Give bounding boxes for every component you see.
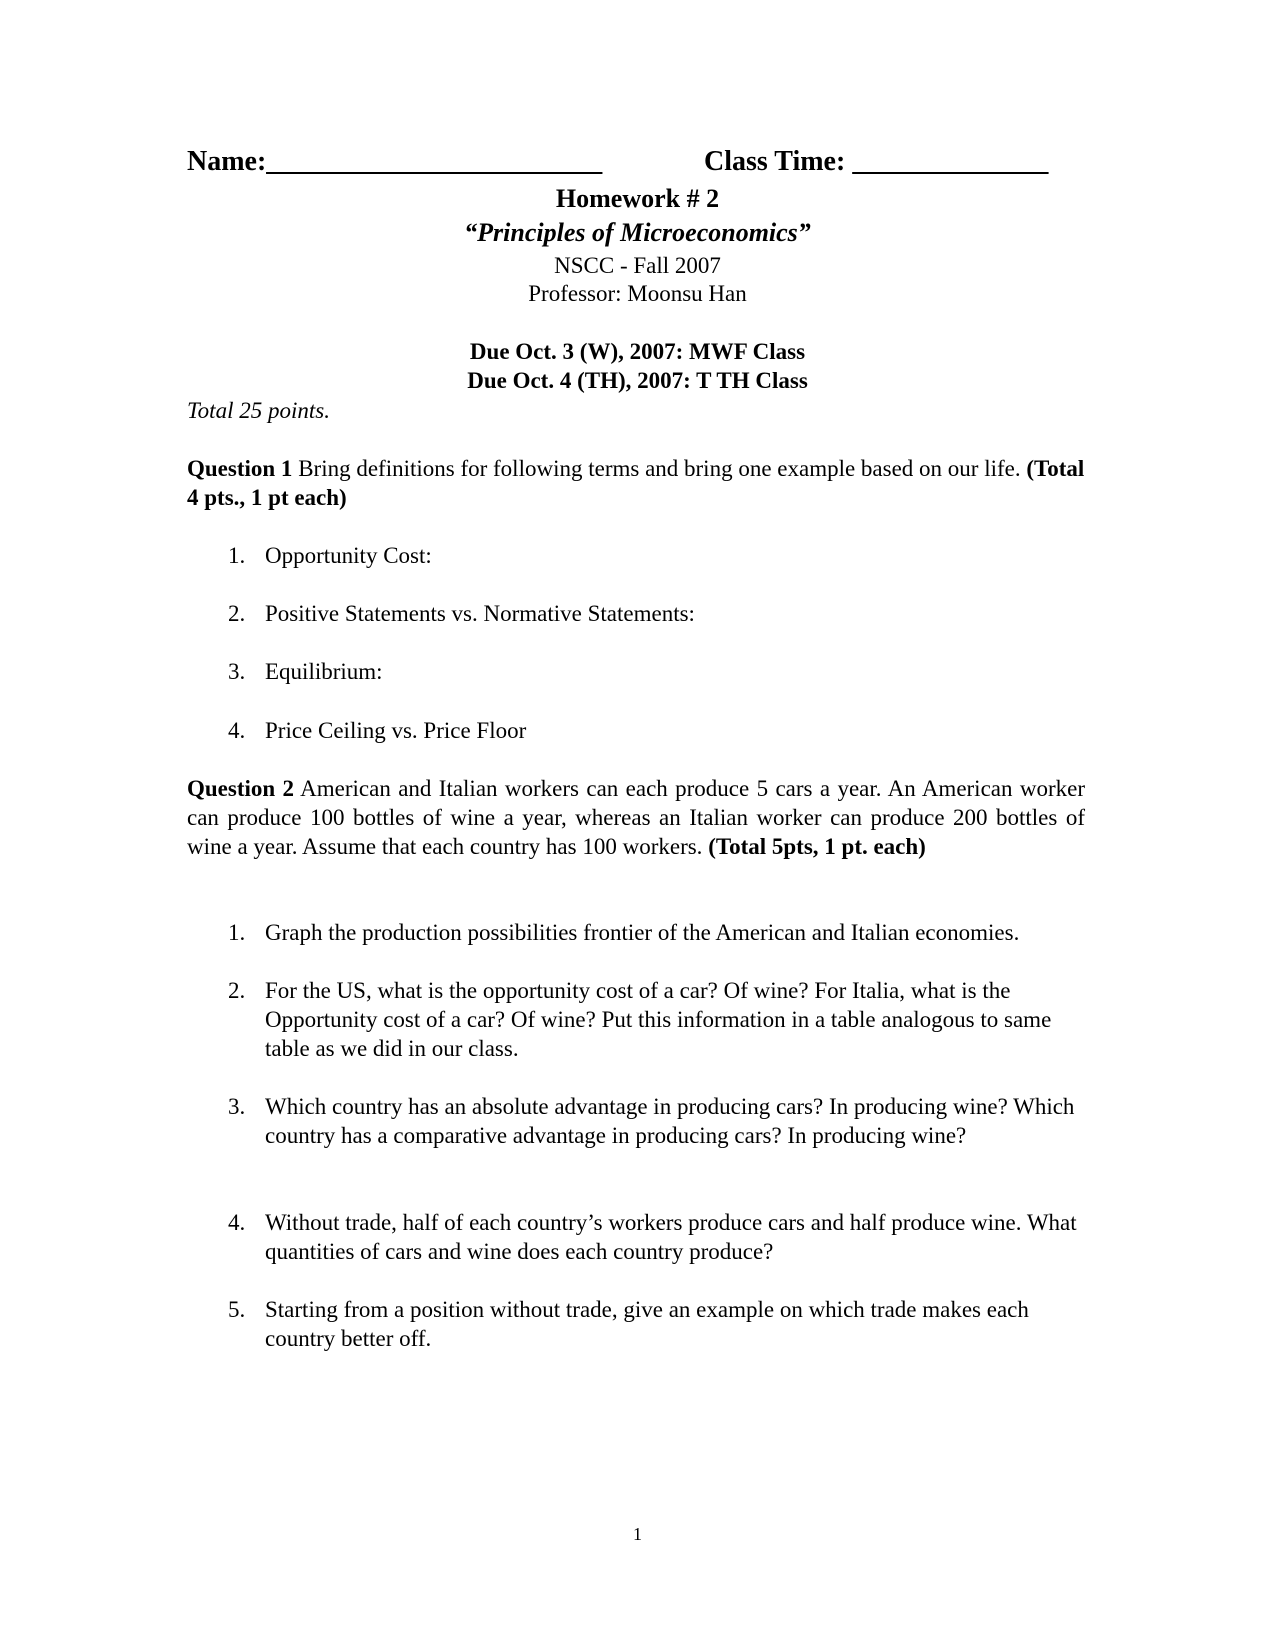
item-text: Equilibrium: [265, 659, 383, 684]
item-text: Which country has an absolute advantage in producing cars? In producing wine? Which country has a comparative advantage in producing cars? In producing wine? [265, 1094, 1075, 1148]
professor-name: Professor: Moonsu Han [528, 281, 747, 306]
question-1-prompt [187, 454, 1085, 512]
item-text: For the US, what is the opportunity cost of a car? Of wine? For Italia, what is the Opportunity cost of a car? Of wine? Put this information in a table analogous to same table as we did in our class. [265, 978, 1052, 1061]
question-2-text: American and Italian workers can each produce 5 cars a year. An American worker can produce 100 bottles of wine a year, whereas an Italian worker can produce 200 bottles of wine a year. Assume that each country has 100 workers. [187, 776, 1085, 859]
item-number: 1. [228, 920, 246, 945]
item-number: 4. [228, 718, 246, 743]
question-2-label: Question 2 [187, 776, 295, 801]
class-time-field-label: Class Time: ______________ [704, 146, 1049, 177]
due-date-tth: Due Oct. 4 (TH), 2007: T TH Class [467, 368, 808, 393]
name-field-label: Name:________________________ [187, 146, 603, 177]
item-number: 2. [228, 978, 246, 1003]
homework-title: Homework # 2 [555, 184, 720, 213]
item-number: 3. [228, 659, 246, 684]
item-text: Graph the production possibilities frontier of the American and Italian economies. [265, 920, 1020, 945]
item-text: Without trade, half of each country’s workers produce cars and half produce wine. What quantities of cars and wine does each country produce? [265, 1210, 1077, 1264]
item-text: Positive Statements vs. Normative Statements: [265, 601, 695, 626]
question-1-label: Question 1 [187, 456, 293, 481]
course-title: “Principles of Microeconomics” [464, 218, 811, 247]
item-number: 4. [228, 1210, 246, 1235]
school-term: NSCC - Fall 2007 [554, 253, 721, 278]
item-number: 2. [228, 601, 246, 626]
question-1-points: (Total 4 pts., 1 pt each) [187, 456, 1085, 510]
item-number: 5. [228, 1297, 246, 1322]
item-number: 1. [228, 543, 246, 568]
page-number: 1 [633, 1524, 642, 1544]
question-2-prompt [187, 774, 1085, 861]
due-date-mwf: Due Oct. 3 (W), 2007: MWF Class [469, 339, 806, 364]
question-2-points: (Total 5pts, 1 pt. each) [708, 834, 926, 859]
item-text: Starting from a position without trade, give an example on which trade makes each country better off. [265, 1297, 1029, 1351]
question-1-text: Bring definitions for following terms and bring one example based on our life. [292, 456, 1027, 481]
item-number: 3. [228, 1094, 246, 1119]
total-points: Total 25 points. [187, 398, 330, 423]
item-text: Price Ceiling vs. Price Floor [265, 718, 527, 743]
item-text: Opportunity Cost: [265, 543, 432, 568]
